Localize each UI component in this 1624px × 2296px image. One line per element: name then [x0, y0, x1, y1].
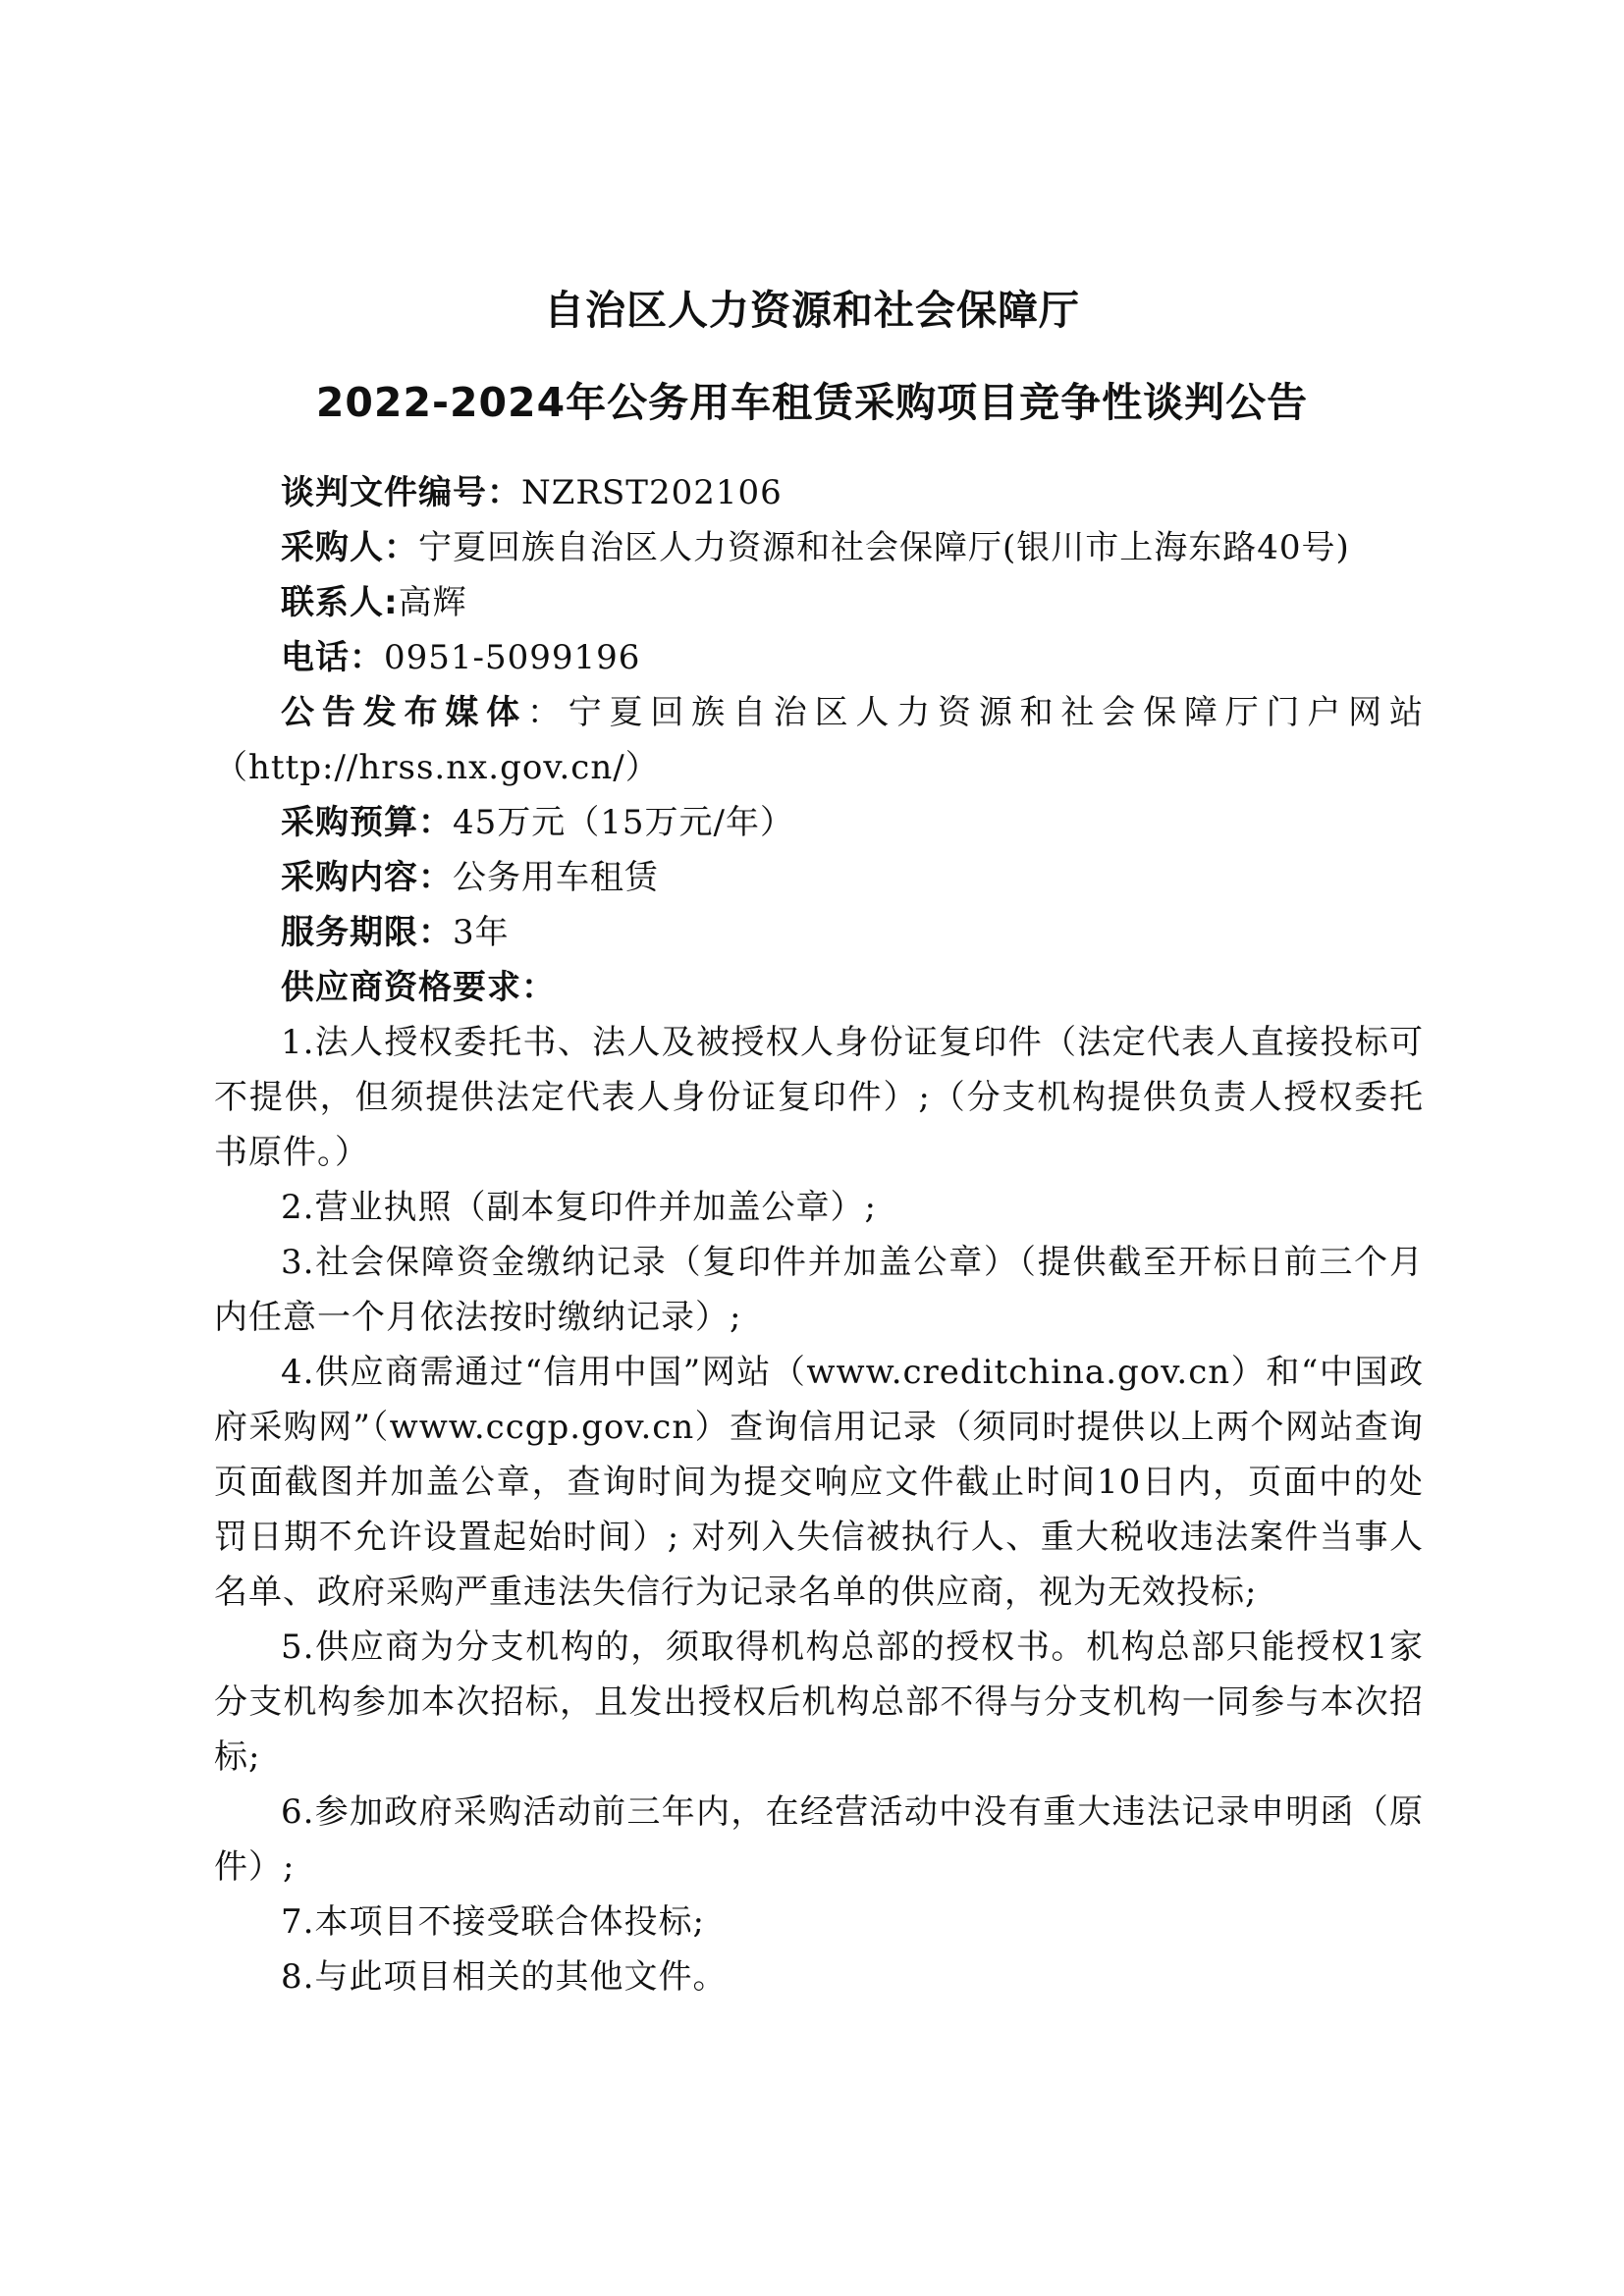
field-label: 电话：	[281, 638, 384, 677]
title-line-1: 自治区人力资源和社会保障厅	[544, 287, 1080, 334]
field-label: 谈判文件编号：	[281, 473, 521, 512]
field-value: 高辉	[398, 583, 467, 622]
field-service-period	[214, 905, 1424, 960]
field-value: 0951-5099196	[384, 638, 641, 677]
field-contact-person	[214, 575, 1424, 630]
field-value: 45万元（15万元/年）	[453, 803, 794, 842]
field-value: 3年	[453, 913, 510, 952]
requirement-item-3: 3.社会保障资金缴纳记录（复印件并加盖公章）（提供截至开标日前三个月内任意一个月依法按时缴纳记录）;	[214, 1243, 1424, 1337]
field-label: 采购人：	[281, 528, 418, 567]
requirement-item-7: 7.本项目不接受联合体投标;	[281, 1902, 705, 1942]
requirements-heading	[214, 960, 1424, 1015]
field-procurement-content	[214, 850, 1424, 905]
field-label: 服务期限：	[281, 913, 453, 952]
field-procurement-budget	[214, 795, 1424, 850]
field-purchaser	[214, 520, 1424, 575]
field-publishing-media	[214, 685, 1424, 795]
field-label: 采购内容：	[281, 858, 453, 897]
field-label: 联系人:	[281, 583, 399, 622]
field-value: ：宁夏回族自治区人力资源和社会保障厅门户网站（http://hrss.nx.gov.cn/）	[214, 693, 1425, 787]
title-line-2: 2022-2024年公务用车租赁采购项目竞争性谈判公告	[315, 379, 1309, 426]
field-label: 采购预算：	[281, 803, 453, 842]
field-value: 宁夏回族自治区人力资源和社会保障厅(银川市上海东路40号)	[418, 528, 1350, 567]
field-label: 公告发布媒体	[281, 693, 527, 732]
field-value: 公务用车租赁	[453, 858, 659, 897]
requirement-item-1: 1.法人授权委托书、法人及被授权人身份证复印件（法定代表人直接投标可不提供，但须提供法定代表人身份证复印件）;（分支机构提供负责人授权委托书原件。）	[214, 1023, 1424, 1172]
requirement-item-8: 8.与此项目相关的其他文件。	[281, 1957, 728, 1997]
requirement-item-2: 2.营业执照（副本复印件并加盖公章）;	[281, 1188, 877, 1227]
requirement-item-5: 5.供应商为分支机构的，须取得机构总部的授权书。机构总部只能授权1家分支机构参加本次招标，且发出授权后机构总部不得与分支机构一同参与本次招标;	[214, 1628, 1424, 1777]
field-value: NZRST202106	[521, 473, 783, 512]
announcement-body	[214, 465, 1424, 2004]
field-negotiation-file-number	[214, 465, 1424, 520]
requirement-item-6: 6.参加政府采购活动前三年内，在经营活动中没有重大违法记录申明函（原件）;	[214, 1792, 1424, 1887]
requirements-heading-text: 供应商资格要求：	[281, 968, 556, 1007]
announcement-title	[0, 281, 1624, 432]
field-phone	[214, 630, 1424, 685]
requirement-item-4: 4.供应商需通过“信用中国”网站（www.creditchina.gov.cn）和“中国政府采购网”（www.ccgp.gov.cn）查询信用记录（须同时提供以上两个网站查询页面截图并加盖公章，查询时间为提交响应文件截止时间10日内，页面中的处罚日期不允许设置起始时间）; 对列入失信被执行人、重大税收违法案件当事人名单、政府采购严重违法失信行为记录名单的供应商，视为无效投标;	[214, 1353, 1424, 1612]
